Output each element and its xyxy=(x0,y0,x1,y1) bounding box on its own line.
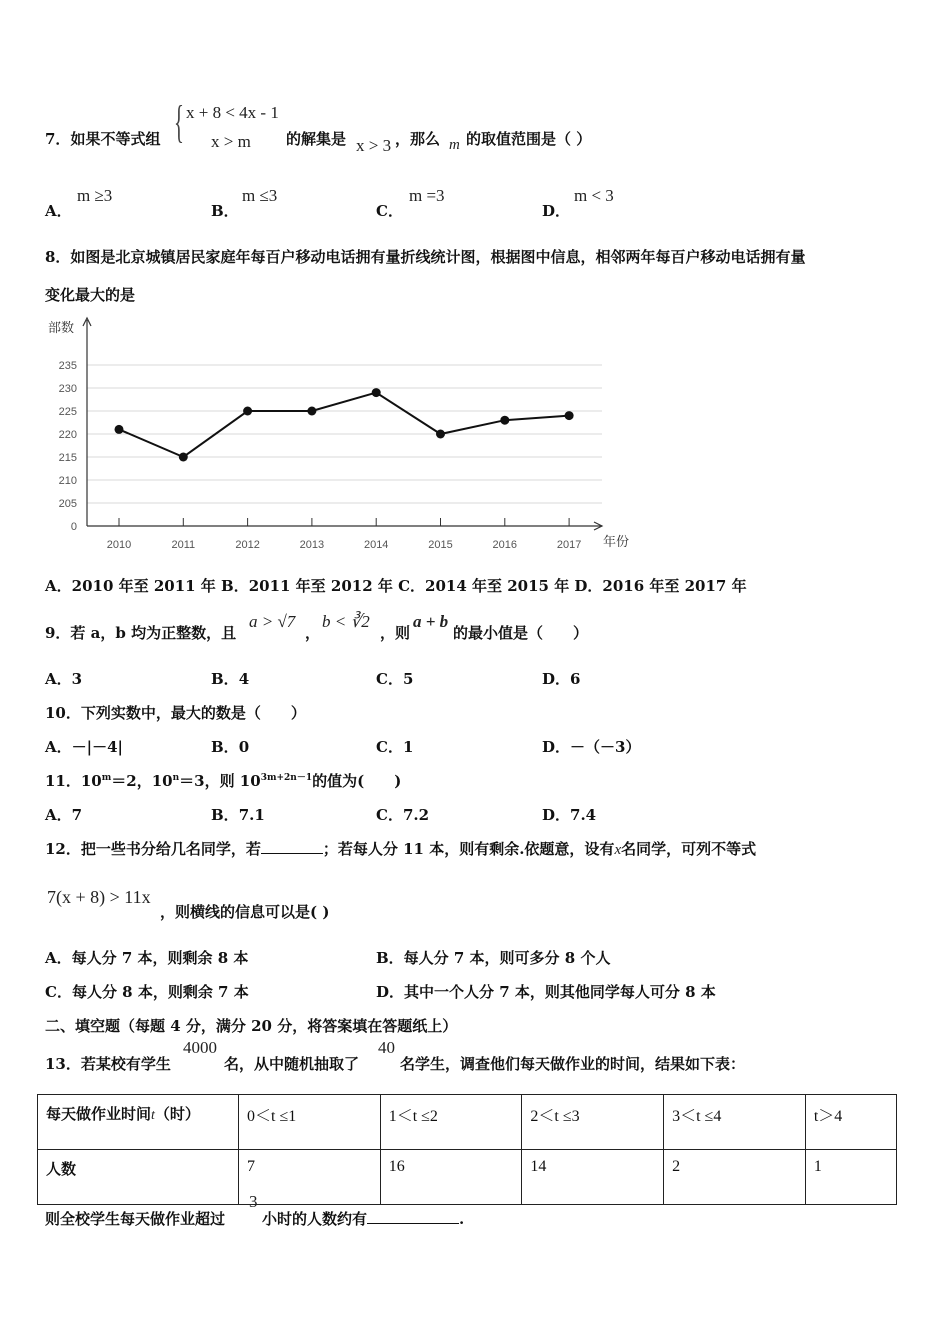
answer-blank xyxy=(261,853,323,854)
section-heading: 二、填空题（每题 4 分，满分 20 分，将答案填在答题纸上） xyxy=(45,1017,458,1035)
q13-text4: 则全校学生每天做作业超过 xyxy=(45,1210,226,1228)
y-tick-label: 205 xyxy=(58,498,77,510)
q13-hours: 3 xyxy=(249,1192,258,1211)
q7-option-a-label: A． xyxy=(45,202,72,220)
inequality-system xyxy=(174,96,294,157)
x-tick-label: 2016 xyxy=(492,539,518,551)
table-cell: 16 xyxy=(380,1150,522,1205)
chart-ticks xyxy=(59,360,582,551)
table-cell: 2＜t ≤3 xyxy=(522,1095,664,1150)
q12-option-b: B．每人分 7 本，则可多分 8 个人 xyxy=(376,949,611,967)
q13-n2: 40 xyxy=(378,1038,395,1057)
q12-option-c: C．每人分 8 本，则剩余 7 本 xyxy=(45,983,249,1001)
q8-line2: 变化最大的是 xyxy=(45,286,136,304)
q9-option-b: B．4 xyxy=(211,670,250,688)
data-point xyxy=(372,388,381,397)
x-tick-label: 2017 xyxy=(556,539,582,551)
q7-option-d: m < 3 xyxy=(574,186,614,205)
q12-stem: 12．把一些书分给几名同学，若 ；若每人分 11 本，则有剩余.依题意，设有x名同学，可列不等式 xyxy=(45,840,757,858)
q11-option-d: D．7.4 xyxy=(542,806,597,824)
y-tick-label: 210 xyxy=(58,475,77,487)
answer-blank xyxy=(367,1223,459,1224)
q13-text5: 小时的人数约有 . xyxy=(262,1210,465,1228)
table-row xyxy=(38,1095,897,1150)
table-cell: 0＜t ≤1 xyxy=(239,1095,381,1150)
q12-option-d: D．其中一个人分 7 本，则其他同学每人可分 8 本 xyxy=(376,983,716,1001)
system-line-1: x + 8 < 4x - 1 xyxy=(186,103,279,122)
x-tick-label: 2014 xyxy=(363,539,389,551)
q11-option-a: A．7 xyxy=(45,806,83,824)
q9-text1: 9．若 a，b 均为正整数，且 xyxy=(45,624,237,642)
y-tick-label: 225 xyxy=(58,406,77,418)
q9-sep: ， xyxy=(305,624,321,642)
q9-option-c: C．5 xyxy=(376,670,414,688)
data-point xyxy=(565,411,574,420)
q9-expr: a + b xyxy=(413,612,449,631)
data-point xyxy=(500,416,509,425)
q9-option-d: D．6 xyxy=(542,670,581,688)
q10-option-c: C．1 xyxy=(376,738,414,756)
table-row xyxy=(38,1150,897,1205)
chart-grid xyxy=(87,365,602,503)
x-tick-label: 2012 xyxy=(235,539,260,551)
q13-text3: 名学生，调查他们每天做作业的时间，结果如下表： xyxy=(400,1055,746,1073)
system-line-2: x > m xyxy=(211,132,251,151)
q13-text1: 13．若某校有学生 xyxy=(45,1055,171,1073)
table-cell: 2 xyxy=(664,1150,806,1205)
q7-option-c-label: C． xyxy=(376,202,403,220)
q12-inequality: 7(x + 8) > 11x xyxy=(47,887,151,907)
q7-cond: x > 3 xyxy=(356,136,392,155)
table-cell: 14 xyxy=(522,1150,664,1205)
q9-text3: 的最小值是（ ） xyxy=(453,624,589,642)
table-row-label: 人数 xyxy=(38,1150,239,1205)
q7-option-b: m ≤3 xyxy=(242,186,278,205)
q7-text2: 的解集是 xyxy=(286,130,347,148)
data-table xyxy=(37,1094,897,1205)
q13-text2: 名，从中随机抽取了 xyxy=(224,1055,360,1073)
q10-option-a: A．－|－4| xyxy=(45,738,123,756)
data-point xyxy=(436,430,445,439)
q11-option-b: B．7.1 xyxy=(211,806,265,824)
data-point xyxy=(115,425,124,434)
table-cell: 1＜t ≤2 xyxy=(380,1095,522,1150)
q11-option-c: C．7.2 xyxy=(376,806,430,824)
y-tick-label: 230 xyxy=(58,383,77,395)
table-cell: 3＜t ≤4 xyxy=(664,1095,806,1150)
data-point xyxy=(243,407,252,416)
q9-option-a: A．3 xyxy=(45,670,83,688)
y-tick-label: 0 xyxy=(70,521,77,533)
chart-series xyxy=(115,388,574,461)
x-axis-label: 年份 xyxy=(603,534,630,549)
q8-line1: 8．如图是北京城镇居民家庭年每百户移动电话拥有量折线统计图，根据图中信息，相邻两年每百户移动电话拥有量 xyxy=(45,248,806,266)
data-point xyxy=(307,407,316,416)
x-tick-label: 2015 xyxy=(428,539,453,551)
q7-option-b-label: B． xyxy=(211,202,239,220)
chart-axes xyxy=(83,318,602,530)
q9-cond-b: b < ∛2 xyxy=(322,612,370,631)
q10-stem: 10．下列实数中，最大的数是（ ） xyxy=(45,704,306,722)
q11-stem: 11．$10^m=2$，$10^n=3$，则 $10^{3m+2n-1}$的值为( ) xyxy=(45,772,402,790)
line-chart xyxy=(40,312,650,562)
x-tick-label: 2010 xyxy=(106,539,132,551)
table-cell: 1 xyxy=(805,1150,896,1205)
y-tick-label: 215 xyxy=(58,452,77,464)
q10-option-b: B．0 xyxy=(211,738,250,756)
x-tick-label: 2013 xyxy=(299,539,325,551)
x-tick-label: 2011 xyxy=(171,539,196,551)
q9-cond-a: a > √7 xyxy=(249,612,296,631)
table-cell: t＞4 xyxy=(805,1095,896,1150)
q7-option-c: m =3 xyxy=(409,186,445,205)
data-point xyxy=(179,453,188,462)
q7-option-d-label: D． xyxy=(542,202,571,220)
series-line xyxy=(119,393,569,457)
y-tick-label: 220 xyxy=(58,429,77,441)
q9-text2: ，则 xyxy=(380,624,411,642)
q8-options: A．2010 年至 2011 年 B．2011 年至 2012 年 C．2014 年至 2015 年 D．2016 年至 2017 年 xyxy=(45,577,747,595)
q7-text3: ，那么 xyxy=(395,130,441,148)
q7-text4: 的取值范围是（ ） xyxy=(466,130,592,148)
y-axis-label: 部数 xyxy=(48,320,75,335)
q7-option-a: m ≥3 xyxy=(77,186,113,205)
q13-n1: 4000 xyxy=(183,1038,217,1057)
q12-option-a: A．每人分 7 本，则剩余 8 本 xyxy=(45,949,249,967)
q7-var: m xyxy=(449,137,460,153)
table-cell: 7 xyxy=(239,1150,381,1205)
q12-text4: ，则横线的信息可以是( ) xyxy=(160,903,330,921)
q10-option-d: D．－（－3） xyxy=(542,738,641,756)
q7-stem: 7．如果不等式组 xyxy=(45,130,161,148)
brace-icon: { xyxy=(174,96,184,147)
y-tick-label: 235 xyxy=(58,360,77,372)
table-header-label: 每天做作业时间t（时） xyxy=(38,1095,239,1150)
